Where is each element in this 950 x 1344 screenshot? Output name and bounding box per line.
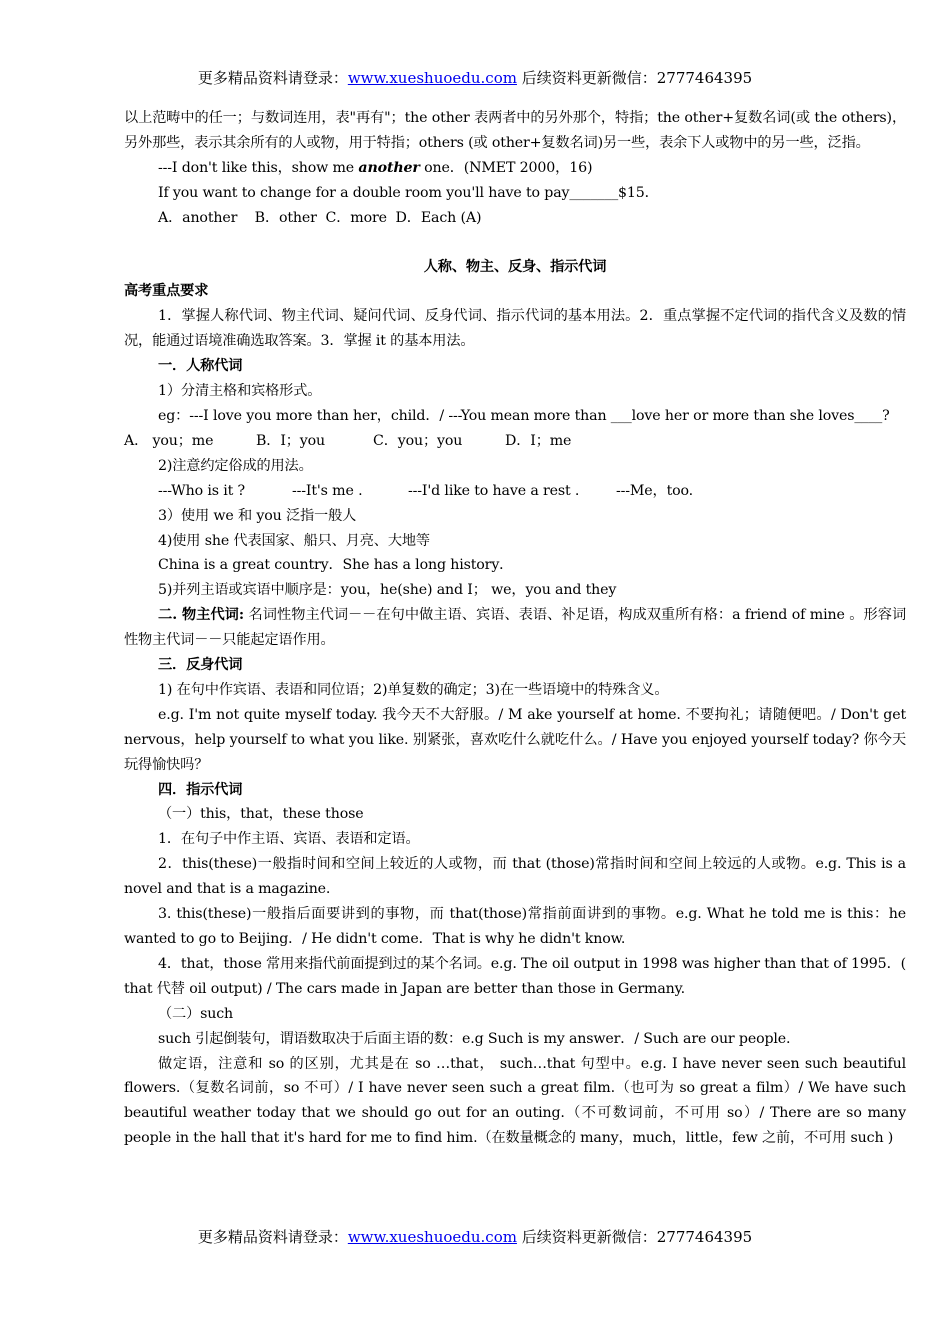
heading-possessive-pronouns: 二. 物主代词:: [158, 607, 244, 624]
option-a: A． you；me: [124, 432, 214, 449]
example-source: one．(NMET 2000，16): [419, 159, 593, 176]
heading-demonstrative-pronouns: 四．指示代词: [158, 781, 243, 798]
paragraph: 做定语，注意和 so 的区别，尤其是在 so …that， such…that 句型中。e.g. I have never seen such beautiful flowers.（复数名词前，so 不可）/ I have never seen such a great film.（也可为 so great a film）/ We have such beautiful weather today that we should go out for an outing.（不可数词前，不可用 so）/ There are so many people in the hall that it's hard for me to find him.（在数量概念的 many，much，little，few 之前，不可用 such ): [124, 1055, 906, 1147]
dialogue-line: ---It's me .: [292, 482, 363, 499]
dialogue-line: ---I'd like to have a rest .: [408, 482, 580, 499]
footer-link[interactable]: www.xueshuoedu.com: [347, 1228, 517, 1246]
list-item: 2)注意约定俗成的用法。: [158, 457, 313, 474]
header-link[interactable]: www.xueshuoedu.com: [347, 69, 517, 87]
heading-reflexive-pronouns: 三．反身代词: [158, 657, 243, 674]
header-prefix: 更多精品资料请登录：: [197, 69, 348, 87]
exercise-options: [124, 429, 906, 454]
possessive-pronoun-paragraph: [124, 603, 906, 653]
paragraph: such 引起倒装句，谓语数取决于后面主语的数：e.g Such is my answer．/ Such are our people.: [158, 1030, 791, 1047]
dialogue-line: ---Me，too.: [616, 482, 694, 499]
heading-personal-pronouns: 一．人称代词: [158, 358, 243, 375]
paragraph: 1．掌握人称代词、物主代词、疑问代词、反身代词、指示代词的基本用法。2．重点掌握不定代词的指代含义及数的情况，能通过语境准确选取答案。3．掌握 it 的基本用法。: [124, 308, 906, 350]
paragraph-text: 名词性物主代词－－在句中做主语、宾语、表语、补足语，构成双重所有格：a friend of mine 。形容词性物主代词－－只能起定语作用。: [124, 607, 906, 649]
option-d: D．I；me: [505, 432, 572, 449]
list-item: 3）使用 we 和 you 泛指一般人: [158, 507, 357, 524]
paragraph: 以上范畴中的任一；与数词连用，表"再有"；the other 表两者中的另外那个，特指；the other+复数名词(或 the others)，另外那些，表示其余所有的人或物，用于特指；others (或 other+复数名词)另一些，表余下人或物中的另一些，泛指。: [124, 110, 906, 151]
list-item: 4)使用 she 代表国家、船只、月亮、大地等: [158, 532, 430, 549]
list-item: 1) 在句中作宾语、表语和同位语；2)单复数的确定；3)在一些语境中的特殊含义。: [158, 681, 669, 698]
subsection-heading: （二）such: [158, 1005, 234, 1022]
exercise-question: If you want to change for a double room you'll have to pay_______$15．: [158, 184, 659, 201]
list-item: 5)并列主语或宾语中顺序是：you，he(she) and I； we，you and they: [158, 582, 617, 599]
footer-prefix: 更多精品资料请登录：: [197, 1228, 348, 1246]
section-title: 人称、物主、反身、指示代词: [423, 258, 607, 275]
example-sentence: China is a great country．She has a long history．: [158, 557, 514, 574]
example-emphasis: another: [358, 159, 420, 176]
dialogue-line: ---Who is it ?: [158, 482, 245, 499]
example-sentence: eg：---I love you more than her，child．/ ---You mean more than ___love her or more than she loves____?: [158, 407, 890, 424]
example-sentence: [124, 156, 906, 181]
list-item: 4．that，those 常用来指代前面提到过的某个名词。e.g. The oil output in 1998 was higher than that of 1995．( that 代替 oil output) / The cars made in Japan are better than those in Germany.: [124, 955, 906, 997]
option-c: C．you；you: [373, 432, 463, 449]
subsection-heading: 高考重点要求: [124, 283, 209, 300]
list-item: 1）分清主格和宾格形式。: [158, 383, 322, 400]
list-item: 3. this(these)一般指后面要讲到的事物，而 that(those)常指前面讲到的事物。e.g. What he told me is this：he wanted to go to Beijing．/ He didn't come．That is why he didn't know.: [124, 906, 906, 947]
page-header: [0, 68, 950, 88]
body-content: [124, 106, 906, 1151]
dialogue-examples: [124, 479, 906, 504]
header-suffix: 后续资料更新微信：2777464395: [521, 69, 753, 87]
example-text: ---I don't like this，show me: [158, 159, 359, 176]
list-item: 1．在句子中作主语、宾语、表语和定语。: [158, 831, 420, 848]
subsection-heading: （一）this，that，these those: [158, 806, 364, 823]
exercise-options: A．another B．other C．more D．Each (A): [158, 209, 482, 226]
list-item: 2．this(these)一般指时间和空间上较近的人或物，而 that (those)常指时间和空间上较远的人或物。e.g. This is a novel and that is a magazine.: [124, 856, 906, 898]
footer-suffix: 后续资料更新微信：2777464395: [521, 1228, 753, 1246]
page-footer: [0, 1227, 950, 1247]
option-b: B．I；you: [256, 432, 326, 449]
example-sentence: e.g. I'm not quite myself today. 我今天不大舒服。/ M ake yourself at home. 不要拘礼；请随便吧。/ Don't get nervous，help yourself to what you like. 别紧张，喜欢吃什么就吃什么。/ Have you enjoyed yourself today? 你今天玩得愉快吗？: [124, 706, 906, 773]
